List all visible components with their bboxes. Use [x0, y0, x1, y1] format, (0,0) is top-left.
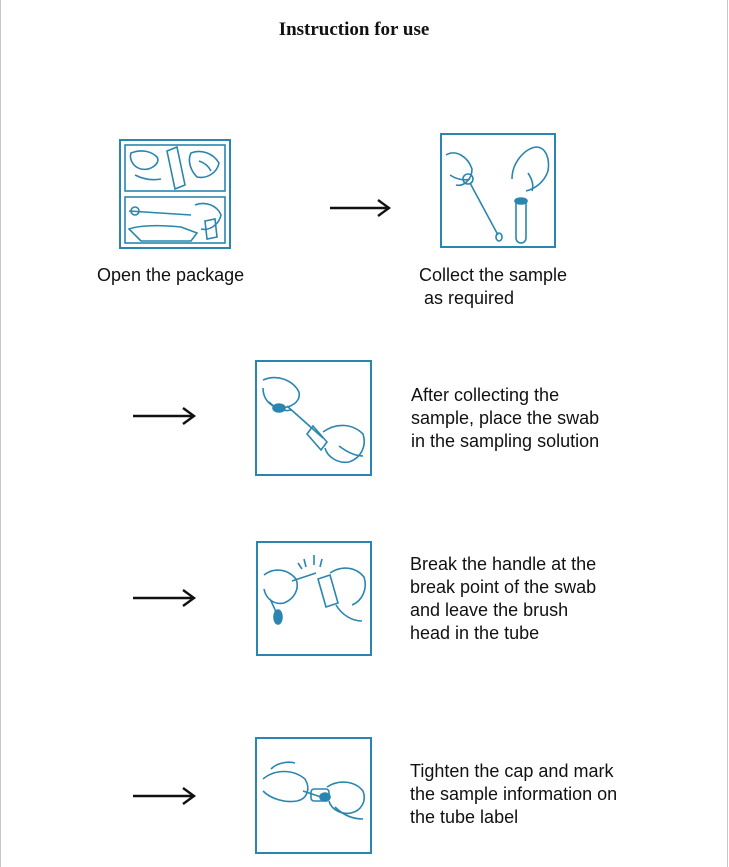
step-1-illustration	[119, 139, 231, 249]
place-swab-icon	[257, 362, 370, 474]
step-5-caption: Tighten the cap and mark the sample information on the tube label	[410, 761, 618, 827]
step-3-illustration	[255, 360, 372, 476]
break-handle-icon	[258, 543, 370, 654]
step-1-caption: Open the package	[97, 265, 245, 285]
arrow-right-icon	[328, 198, 392, 218]
page-edge-right	[727, 0, 728, 867]
arrow-right-icon	[131, 406, 197, 426]
tighten-cap-icon	[257, 739, 370, 852]
step-2-illustration	[440, 133, 556, 248]
page-title: Instruction for use	[278, 19, 430, 40]
arrow-right-icon	[131, 588, 197, 608]
step-3-caption: After collecting the sample, place the swab in the sampling solution	[411, 385, 600, 451]
step-4-illustration	[256, 541, 372, 656]
step-5-illustration	[255, 737, 372, 854]
arrow-right-icon	[131, 786, 197, 806]
collect-sample-icon	[442, 135, 554, 246]
step-4-caption: Break the handle at the break point of the swab and leave the brush head in the tube	[410, 554, 597, 643]
step-2-caption: Collect the sample as required	[419, 265, 568, 308]
page-edge-left	[0, 0, 1, 867]
open-package-icon	[121, 141, 229, 247]
